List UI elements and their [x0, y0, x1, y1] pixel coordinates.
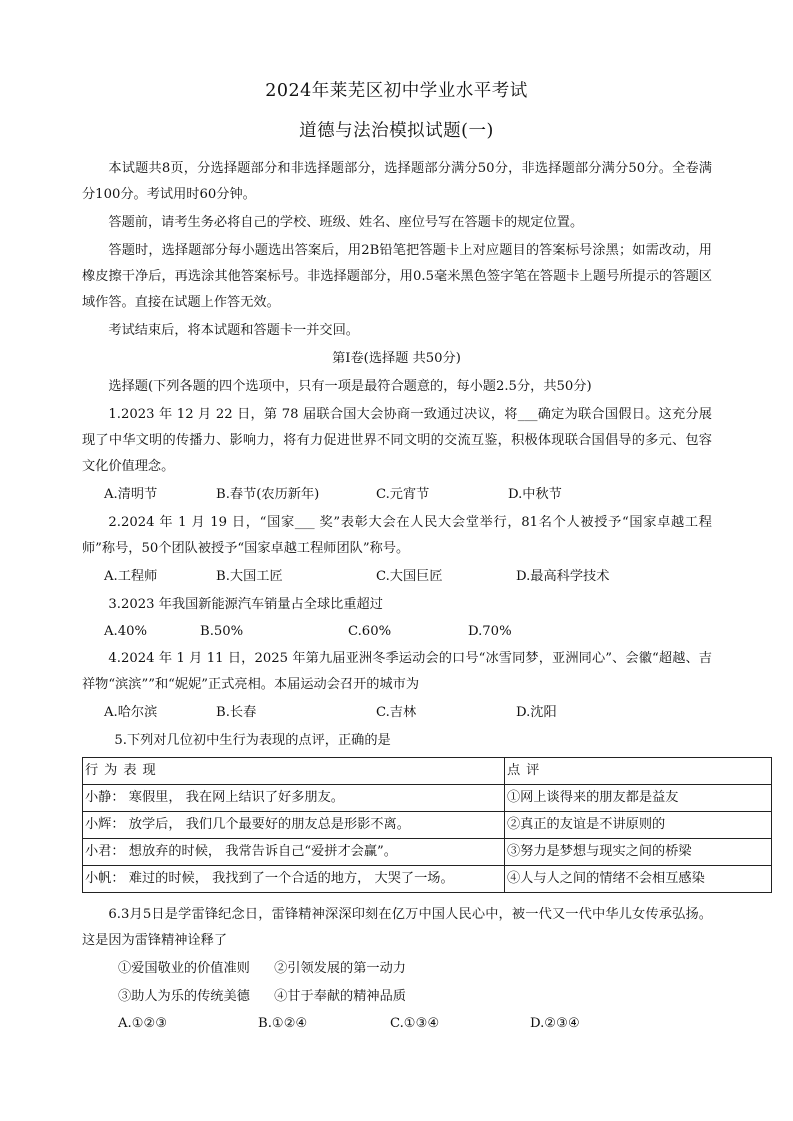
table-cell: ③努力是梦想与现实之间的桥梁 — [505, 839, 772, 866]
table-row — [83, 866, 772, 893]
option-row — [118, 1011, 738, 1037]
table-row — [83, 839, 772, 866]
exam-title: 2024年莱芜区初中学业水平考试 — [265, 81, 528, 101]
table-cell: ①网上谈得来的朋友都是益友 — [505, 785, 772, 812]
instruction-paragraph: 考试结束后，将本试题和答题卡一并交回。 — [108, 323, 359, 338]
table-cell: ②真正的友谊是不讲原则的 — [505, 812, 772, 839]
section-title: 第Ⅰ卷(选择题 共50分) — [332, 351, 461, 366]
option: C.大国巨匠 — [376, 569, 443, 584]
question-stem: 5.下列对几位初中生行为表现的点评，正确的是 — [114, 733, 391, 748]
option: D.最高科学技术 — [516, 569, 610, 584]
option: D.②③④ — [530, 1016, 580, 1031]
statement: ③助人为乐的传统美德 — [118, 989, 250, 1004]
statement-row — [118, 956, 426, 982]
question-stem: 2.2024 年 1 月 19 日，“国家___ 奖”表彰大会在人民大会堂举行，81名个人被授予“国家卓越工程师”称号，50个团队被授予“国家卓越工程师团队”称号。 — [82, 515, 712, 556]
statement-row — [118, 984, 426, 1010]
table-header: 点评 — [505, 758, 772, 785]
statement: ②引领发展的第一动力 — [274, 961, 406, 976]
option: A.工程师 — [104, 569, 158, 584]
option-row — [104, 619, 724, 645]
option: C.元宵节 — [376, 487, 430, 502]
option: D.70% — [468, 624, 512, 639]
table-row — [83, 812, 772, 839]
option: A.清明节 — [104, 487, 158, 502]
option: A.40% — [104, 624, 148, 639]
option: B.长春 — [216, 705, 257, 720]
instruction-paragraph: 本试题共8页，分选择题部分和非选择题部分，选择题部分满分50分，非选择题部分满分50分。全卷满分100分。考试用时60分钟。 — [82, 161, 712, 202]
option: C.①③④ — [390, 1016, 440, 1031]
question-stem: 6.3月5日是学雷锋纪念日，雷锋精神深深印刻在亿万中国人民心中，被一代又一代中华儿女传承弘扬。这是因为雷锋精神诠释了 — [82, 907, 712, 948]
behavior-review-table — [82, 757, 772, 893]
table-header: 行为表现 — [83, 758, 505, 785]
option: A.哈尔滨 — [104, 705, 158, 720]
instruction-paragraph: 答题时，选择题部分每小题选出答案后，用2B铅笔把答题卡上对应题目的答案标号涂黑；如需改动，用橡皮擦干净后，再选涂其他答案标号。非选择题部分，用0.5毫米黑色签字笔在答题卡上题号所提示的答题区域作答。直接在试题上作答无效。 — [82, 243, 712, 310]
option: D.中秋节 — [508, 487, 562, 502]
table-row — [83, 785, 772, 812]
question-stem: 3.2023 年我国新能源汽车销量占全球比重超过 — [108, 597, 383, 612]
question-stem: 4.2024 年 1 月 11 日，2025 年第九届亚洲冬季运动会的口号“冰雪同梦，亚洲同心”、会徽“超越、吉祥物“滨滨””和“妮妮”正式亮相。本届运动会召开的城市为 — [82, 651, 712, 692]
option: C.吉林 — [376, 705, 417, 720]
table-cell: 小辉： 放学后， 我们几个最要好的朋友总是形影不离。 — [83, 812, 505, 839]
question-stem: 1.2023 年 12 月 22 日，第 78 届联合国大会协商一致通过决议，将___确定为联合国假日。这充分展现了中华文明的传播力、影响力，将有力促进世界不同文明的交流互鉴，积极体现联合国倡导的多元、包容文化价值理念。 — [82, 407, 712, 474]
section-intro: 选择题(下列各题的四个选项中，只有一项是最符合题意的，每小题2.5分，共50分) — [108, 379, 592, 394]
option-row — [104, 564, 724, 590]
instruction-paragraph: 答题前，请考生务必将自己的学校、班级、姓名、座位号写在答题卡的规定位置。 — [108, 215, 584, 230]
exam-subtitle: 道德与法治模拟试题(一) — [299, 121, 494, 141]
table-cell: 小帆： 难过的时候， 我找到了一个合适的地方， 大哭了一场。 — [83, 866, 505, 893]
option: B.①②④ — [258, 1016, 308, 1031]
option: B.大国工匠 — [216, 569, 283, 584]
statement: ④甘于奉献的精神品质 — [274, 989, 406, 1004]
option: C.60% — [348, 624, 392, 639]
option: B.50% — [200, 624, 244, 639]
option: B.春节(农历新年) — [216, 487, 320, 502]
option-row — [104, 700, 724, 726]
table-header-row — [83, 758, 772, 785]
table-cell: ④人与人之间的情绪不会相互感染 — [505, 866, 772, 893]
table-cell: 小静： 寒假里， 我在网上结识了好多朋友。 — [83, 785, 505, 812]
table-cell: 小君： 想放弃的时候， 我常告诉自己“爱拼才会赢”。 — [83, 839, 505, 866]
option: D.沈阳 — [516, 705, 557, 720]
option-row — [104, 482, 724, 508]
option: A.①②③ — [118, 1016, 168, 1031]
statement: ①爱国敬业的价值准则 — [118, 961, 250, 976]
